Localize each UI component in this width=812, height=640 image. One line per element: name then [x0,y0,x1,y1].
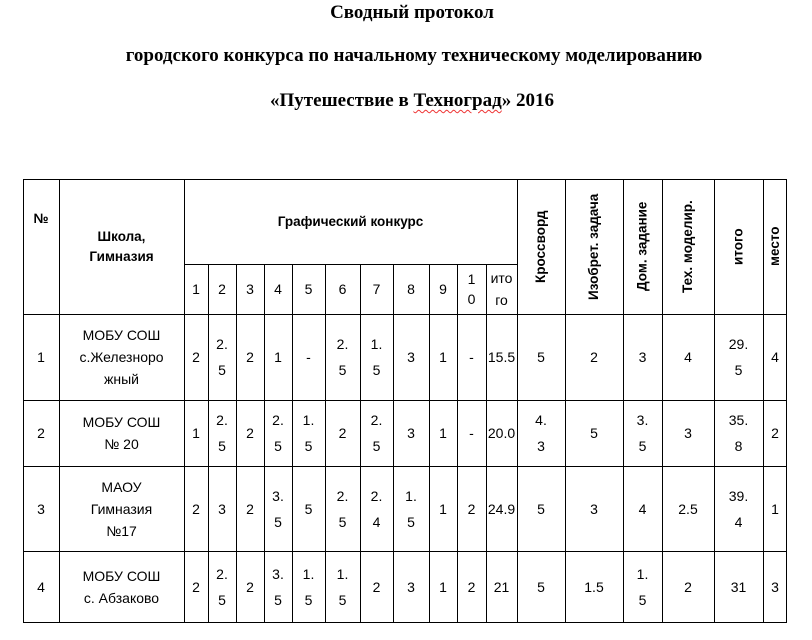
row-graphic-score: - [306,349,311,365]
row-graphic-score: 2 [192,500,200,517]
row-graphic-score: 3 [218,500,226,517]
row-graphic-score: 15.5 [487,349,516,365]
header-graphic-task: 2 [218,281,226,297]
header-graphic-task: ито го [490,270,513,308]
header-graphic-task: 3 [246,281,254,297]
row-graphic-score: 1 [439,349,447,365]
row-total: 35. 8 [728,412,749,454]
row-crossword: 5 [537,579,545,595]
doc-subtitle: городского конкурса по начальному техническому моделированию [125,45,703,66]
row-graphic-score: 24.9 [487,500,516,517]
row-total: 29. 5 [728,336,749,378]
row-graphic-score: 2 [192,349,200,365]
row-number: 1 [37,349,45,365]
row-crossword: 5 [537,349,545,365]
header-number: № [33,211,49,226]
row-total: 31 [730,579,747,595]
header-homework: Дом. задание [634,201,650,292]
row-graphic-score: - [469,425,474,441]
event-name-suffix: » 2016 [501,90,554,111]
row-graphic-score: 3 [407,579,415,595]
row-graphic-score: 1 [439,425,447,441]
header-graphic-task: 1 [192,281,200,297]
event-name-prefix: «Путешествие в [270,90,414,111]
row-homework: 1. 5 [636,566,649,608]
row-graphic-score: 2. 5 [216,566,228,608]
row-graphic-score: 1. 5 [370,336,383,378]
row-graphic-score: 2 [246,349,254,365]
row-school: МОБУ СОШ с. Абзаково [82,568,161,606]
header-graphic-task: 8 [407,281,415,297]
row-graphic-score: 2. 5 [272,412,284,454]
row-graphic-score: 2 [192,579,200,595]
row-graphic-score: 1 [439,500,447,517]
row-graphic-score: 2 [246,425,254,441]
row-graphic-score: 2. 5 [370,412,383,454]
row-tech-modeling: 4 [684,349,692,365]
row-total: 39. 4 [728,487,749,530]
row-homework: 4 [638,500,647,517]
row-school: МАОУ Гимназия №17 [90,478,153,539]
header-graphic-task: 7 [372,281,381,297]
row-homework: 3 [638,349,647,365]
header-tech-modeling: Тех. моделир. [680,200,695,293]
row-graphic-score: 3 [407,425,415,441]
row-number: 4 [37,579,45,595]
row-graphic-score: 3 [407,349,415,365]
header-graphic-task: 6 [338,281,347,297]
row-graphic-score: - [469,349,474,365]
row-graphic-score: 1. 5 [302,566,315,608]
row-tech-modeling: 2.5 [678,500,698,517]
row-graphic-score: 2 [467,579,476,595]
row-tech-modeling: 3 [684,425,692,441]
header-graphic-task: 4 [274,281,282,297]
header-graphic-task: 9 [439,281,447,297]
row-invention: 2 [590,349,598,365]
row-crossword: 5 [537,500,545,517]
row-graphic-score: 2 [246,500,254,517]
row-place: 1 [771,500,779,517]
row-place: 4 [771,349,779,365]
header-invention-task: Изобрет. задача [586,193,601,300]
header-school: Школа, Гимназия [89,228,154,264]
row-school: МОБУ СОШ № 20 [82,414,161,452]
row-graphic-score: 3. 5 [272,487,284,530]
header-place: место [767,226,782,267]
row-graphic-score: 3. 5 [272,566,284,608]
row-graphic-score: 1. 5 [405,487,417,530]
row-graphic-score: 1 [192,425,200,441]
row-graphic-score: 1 [274,349,282,365]
row-graphic-score: 2 [338,425,347,441]
results-table [23,179,787,623]
row-crossword: 4. 3 [535,412,547,454]
doc-event-name [6,90,812,112]
row-graphic-score: 20.0 [487,425,516,441]
row-graphic-score: 2. 4 [370,487,383,530]
header-graphic-contest: Графический конкурс [277,213,424,229]
row-graphic-score: 21 [493,579,510,595]
row-place: 2 [771,425,779,441]
row-graphic-score: 2. 5 [216,336,228,378]
row-invention: 5 [590,425,598,441]
event-name-word: Техноград [413,90,502,111]
header-graphic-task: 1 0 [467,271,476,307]
header-total: итого [730,228,746,265]
row-tech-modeling: 2 [684,579,692,595]
row-number: 2 [37,425,45,441]
row-graphic-score: 5 [304,500,313,517]
row-graphic-score: 2. 5 [336,336,349,378]
row-graphic-score: 1. 5 [302,412,315,454]
row-graphic-score: 1. 5 [336,566,349,608]
doc-title: Сводный протокол [330,2,494,23]
row-invention: 3 [590,500,598,517]
row-graphic-score: 2 [372,579,381,595]
header-graphic-task: 5 [304,281,313,297]
row-graphic-score: 1 [439,579,447,595]
row-homework: 3. 5 [636,412,649,454]
row-invention: 1.5 [584,579,604,595]
row-graphic-score: 2. 5 [216,412,228,454]
row-place: 3 [771,579,779,595]
row-graphic-score: 2. 5 [336,487,349,530]
row-school: МОБУ СОШ с.Железноро жный [79,327,164,387]
header-crossword: Кроссворд [533,210,548,283]
row-graphic-score: 2 [467,500,476,517]
row-graphic-score: 2 [246,579,254,595]
row-number: 3 [37,500,45,517]
